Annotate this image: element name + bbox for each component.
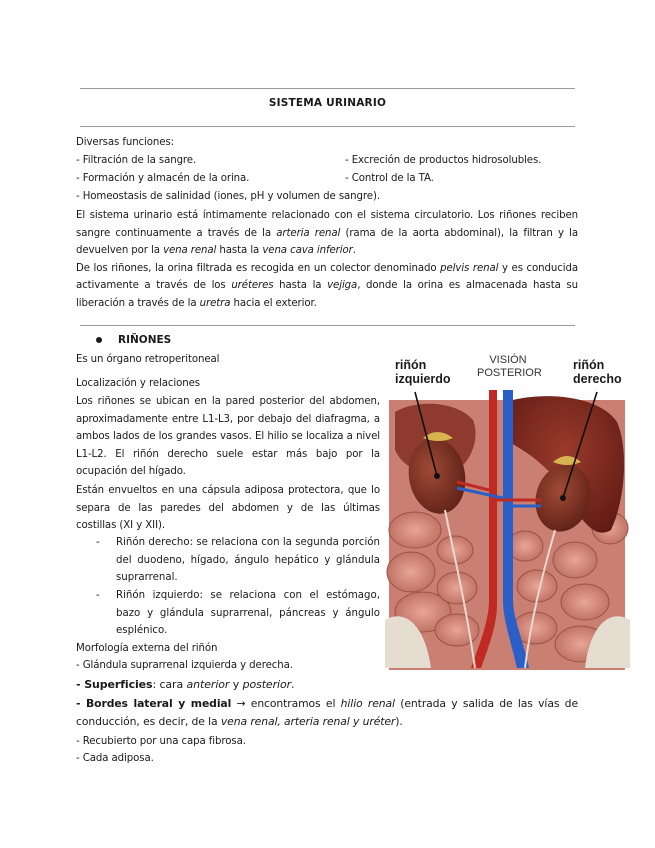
function-item: - Formación y almacén de la orina. [76,173,250,184]
morphology-surfaces: - Superficies: cara anterior y posterior. [76,678,295,691]
function-item: - Control de la TA. [345,173,434,184]
morphology-borders: - Bordes lateral y medial → encontramos el hilio renal (entrada y salida de las vías de conducción, es decir, de la vena renal, arteria renal y uréter). [76,697,578,728]
top-rule [80,88,575,89]
function-item: - Filtración de la sangre. [76,155,197,166]
anatomy-illustration [385,350,630,670]
bullet-icon [96,337,102,343]
section-rule [80,325,575,326]
function-item: - Excreción de productos hidrosolubles. [345,155,542,166]
section-heading-kidneys: RIÑONES [96,334,171,346]
relation-right-kidney: - Riñón derecho: se relaciona con la segunda porción del duodeno, hígado, ángulo hepático y glándula suprarrenal. [96,537,380,584]
morphology-title: Morfología externa del riñón [76,643,218,654]
label-posterior-view: VISIÓN POSTERIOR [477,354,542,379]
retroperitoneal-text: Es un órgano retroperitoneal [76,354,220,365]
location-text: Los riñones se ubican en la pared posterior del abdomen, aproximadamente entre L1-L3, por debajo del diafragma, a ambos lados de los grandes vasos. El hilio se localiza a nivel L1-L2. El riñón derecho suele estar más bajo por la ocupación del hígado. [76,396,380,478]
morphology-item: - Glándula suprarrenal izquierda y derecha. [76,660,293,671]
location-title: Localización y relaciones [76,378,200,389]
relation-left-kidney: - Riñón izquierdo: se relaciona con el estómago, bazo y glándula suprarrenal, páncreas y ángulo esplénico. [96,590,380,637]
paragraph-urine: De los riñones, la orina filtrada es recogida en un colector denominado pelvis renal y es conducida activamente a través de los uréteres hasta la vejiga, donde la orina es almacenada hasta su liberación a través de la uretra hacia el exterior. [76,262,578,309]
capsule-text: Están envueltos en una cápsula adiposa protectora, que lo separa de las paredes del abdomen y de las últimas costillas (XI y XII). [76,485,380,532]
morphology-item: - Recubierto por una capa fibrosa. [76,736,246,747]
morphology-item: - Cada adiposa. [76,753,154,764]
functions-heading: Diversas funciones: [76,137,174,148]
label-right-kidney: riñón derecho [573,358,622,386]
label-left-kidney: riñón izquierdo [395,358,451,386]
kidney-anatomy-figure [385,350,630,670]
page-title: SISTEMA URINARIO [268,97,387,109]
title-rule [80,126,575,127]
paragraph-circulatory: El sistema urinario está íntimamente relacionado con el sistema circulatorio. Los riñones reciben sangre continuamente a través de la arteria renal (rama de la aorta abdominal), la filtran y la devuelven por la vena renal hasta la vena cava inferior. [76,210,578,257]
function-item: - Homeostasis de salinidad (iones, pH y volumen de sangre). [76,191,380,202]
intro-paragraphs [76,207,578,313]
